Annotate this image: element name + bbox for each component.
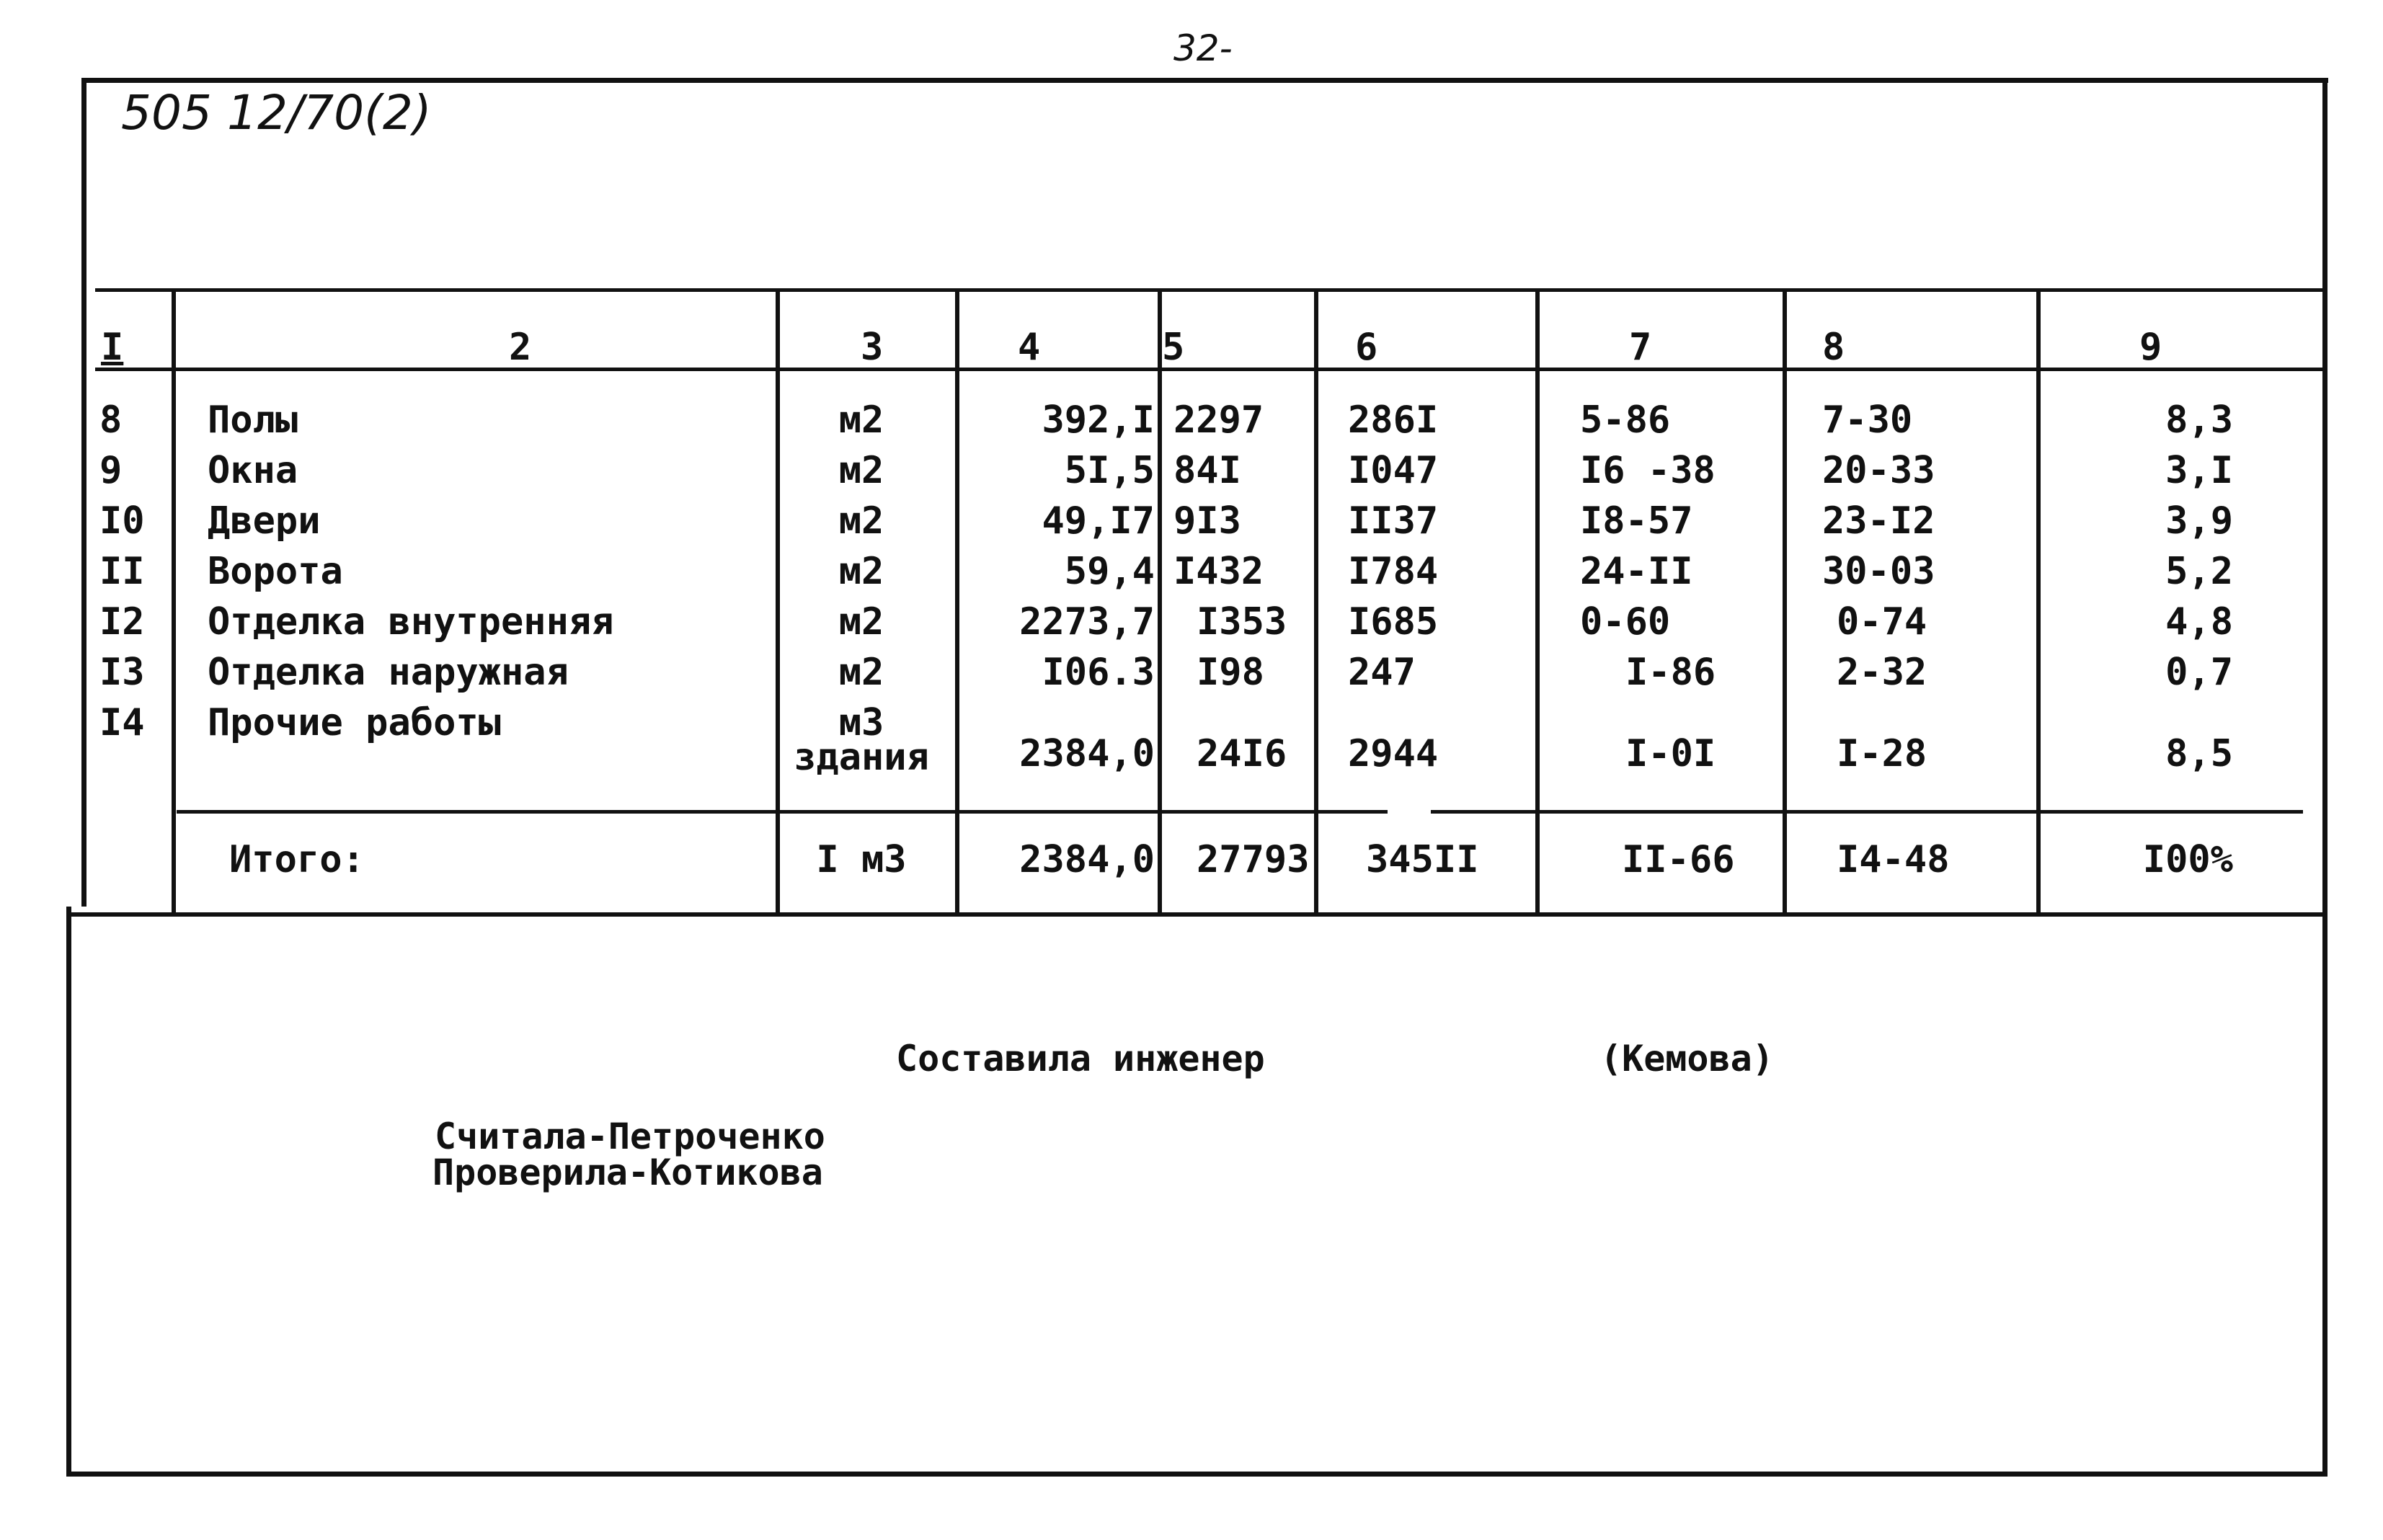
- compiled-by-label: Составила инженер: [896, 1038, 1265, 1080]
- col-rule-5: [1314, 288, 1318, 912]
- frame-bottom: [66, 1472, 2327, 1477]
- row-number: I2: [99, 600, 145, 644]
- row-col-4: 392,I: [1042, 399, 1155, 442]
- column-header-8: 8: [1822, 326, 1845, 369]
- col-rule-1: [172, 288, 176, 912]
- row-col-8: 20-33: [1822, 449, 1935, 492]
- row-col-8: 7-30: [1822, 399, 1913, 442]
- row-col-9: 3,I: [2165, 449, 2233, 492]
- row-col-6: 247: [1348, 651, 1416, 694]
- column-header-3: 3: [861, 326, 884, 369]
- row-unit-line-2: здания: [794, 736, 929, 779]
- row-col-9: 0,7: [2165, 651, 2233, 694]
- column-header-2: 2: [509, 326, 532, 369]
- row-col-5: 9I3: [1173, 499, 1241, 543]
- col-rule-6: [1535, 288, 1540, 912]
- row-col-5: 24I6: [1197, 732, 1287, 775]
- row-name: Прочие работы: [208, 701, 501, 744]
- col-rule-4: [1158, 288, 1162, 912]
- row-unit: м2: [838, 651, 884, 694]
- compiled-by-name: (Кемова): [1600, 1038, 1774, 1080]
- row-col-7: 24-II: [1580, 550, 1693, 593]
- total-rule-right: [1431, 810, 2303, 814]
- total-col-9: I00%: [2142, 838, 2233, 881]
- col-rule-2: [776, 288, 780, 912]
- row-number: 9: [99, 449, 123, 492]
- frame-right: [2322, 78, 2327, 1476]
- row-col-7: I8-57: [1580, 499, 1693, 543]
- row-name: Отделка внутренняя: [208, 600, 614, 644]
- page-number: 32-: [1173, 27, 1233, 69]
- row-col-6: I047: [1348, 449, 1439, 492]
- row-col-9: 3,9: [2165, 499, 2233, 543]
- total-col-4: 2384,0: [1019, 838, 1155, 881]
- total-rule: [177, 810, 1388, 814]
- total-col-7: II-66: [1622, 838, 1735, 881]
- row-unit: м2: [838, 499, 884, 543]
- row-col-8: 30-03: [1822, 550, 1935, 593]
- row-col-5: 84I: [1173, 449, 1241, 492]
- row-unit: м2: [838, 449, 884, 492]
- frame-left: [81, 78, 86, 907]
- row-unit-line-1: м3: [838, 701, 884, 744]
- row-unit: м2: [838, 600, 884, 644]
- row-col-6: II37: [1348, 499, 1439, 543]
- row-unit: м2: [838, 399, 884, 442]
- frame-top: [85, 78, 2328, 83]
- total-col-6: 345II: [1366, 838, 1479, 881]
- row-col-4: 2384,0: [1019, 732, 1155, 775]
- column-header-7: 7: [1629, 326, 1652, 369]
- row-col-4: 5I,5: [1064, 449, 1155, 492]
- row-col-5: I353: [1197, 600, 1287, 644]
- row-col-9: 8,5: [2165, 732, 2233, 775]
- column-header-6: 6: [1355, 326, 1378, 369]
- row-name: Окна: [208, 449, 298, 492]
- row-col-7: I6 -38: [1580, 449, 1716, 492]
- row-col-4: 49,I7: [1042, 499, 1155, 543]
- row-name: Двери: [208, 499, 321, 543]
- row-col-7: 5-86: [1580, 399, 1671, 442]
- total-label: Итого:: [229, 838, 365, 881]
- document-code: 505 12/70(2): [121, 85, 432, 141]
- row-col-5: I98: [1197, 651, 1264, 694]
- column-header-1: I: [101, 326, 124, 369]
- row-col-6: 286I: [1348, 399, 1439, 442]
- row-number: 8: [99, 399, 123, 442]
- row-number: I0: [99, 499, 145, 543]
- col-rule-8: [2036, 288, 2041, 912]
- column-header-4: 4: [1018, 326, 1041, 369]
- col-rule-7: [1783, 288, 1787, 912]
- total-col-8: I4-48: [1837, 838, 1950, 881]
- row-number: II: [99, 550, 145, 593]
- row-col-4: I06.3: [1042, 651, 1155, 694]
- row-col-8: 2-32: [1837, 651, 1927, 694]
- header-rule: [95, 368, 2322, 371]
- row-number: I3: [99, 651, 145, 694]
- column-header-9: 9: [2139, 326, 2162, 369]
- row-col-5: 2297: [1173, 399, 1264, 442]
- row-col-7: 0-60: [1580, 600, 1671, 644]
- counted-by: Считала-Петроченко: [435, 1116, 825, 1157]
- total-col-5: 27793: [1197, 838, 1310, 881]
- row-number: I4: [99, 701, 145, 744]
- row-col-9: 8,3: [2165, 399, 2233, 442]
- row-col-8: 23-I2: [1822, 499, 1935, 543]
- row-col-6: 2944: [1348, 732, 1439, 775]
- checked-by: Проверила-Котикова: [432, 1152, 823, 1193]
- column-header-5: 5: [1162, 326, 1185, 369]
- row-col-4: 59,4: [1064, 550, 1155, 593]
- col-rule-3: [955, 288, 959, 912]
- row-col-6: I784: [1348, 550, 1439, 593]
- table-top-rule: [95, 288, 2322, 292]
- row-col-4: 2273,7: [1019, 600, 1155, 644]
- row-col-5: I432: [1173, 550, 1264, 593]
- total-unit: I м3: [816, 838, 907, 881]
- row-col-8: 0-74: [1837, 600, 1927, 644]
- row-col-6: I685: [1348, 600, 1439, 644]
- row-col-8: I-28: [1837, 732, 1927, 775]
- row-col-7: I-86: [1625, 651, 1716, 694]
- row-name: Полы: [208, 399, 298, 442]
- row-name: Отделка наружная: [208, 651, 569, 694]
- row-unit: м2: [838, 550, 884, 593]
- table-bottom-rule: [71, 912, 2322, 917]
- row-name: Ворота: [208, 550, 343, 593]
- frame-left-lower: [66, 907, 71, 1476]
- row-col-9: 5,2: [2165, 550, 2233, 593]
- row-col-9: 4,8: [2165, 600, 2233, 644]
- row-col-7: I-0I: [1625, 732, 1716, 775]
